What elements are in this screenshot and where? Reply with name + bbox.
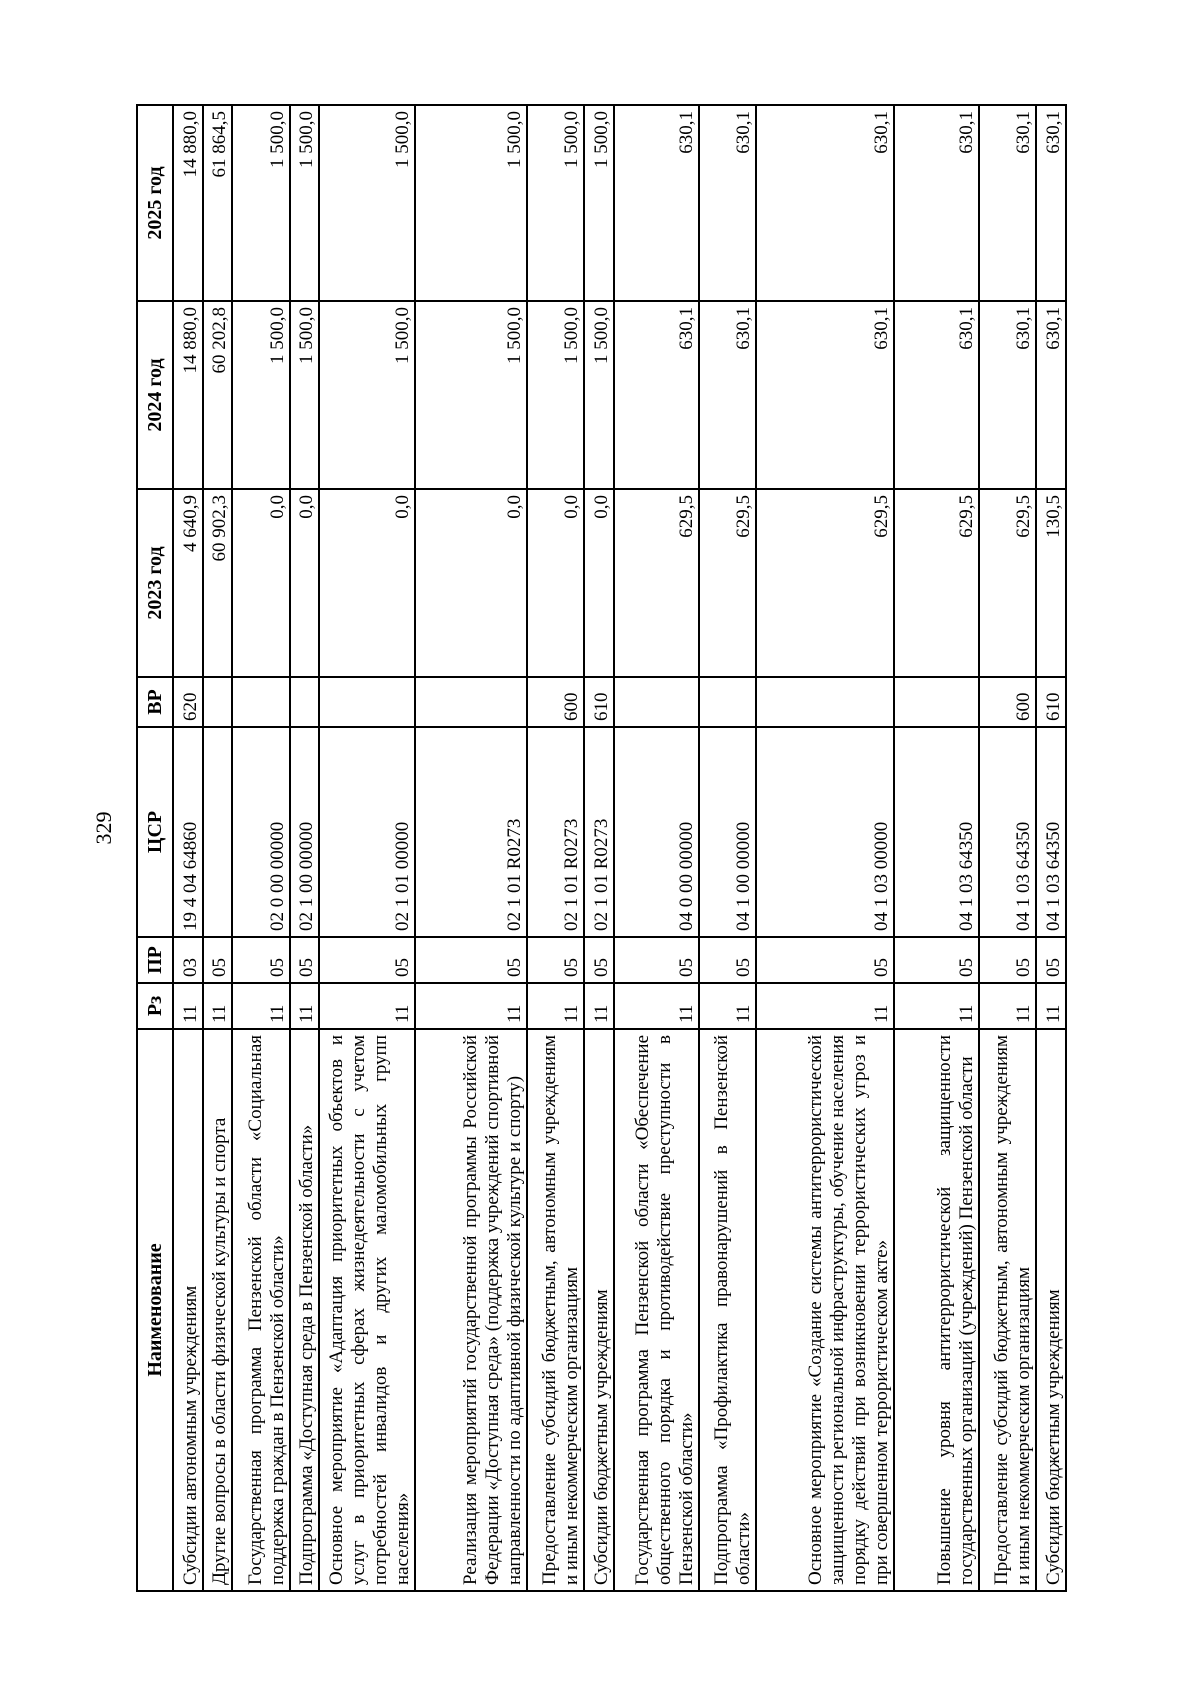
table-header-row bbox=[137, 105, 173, 1591]
table-cell-name: Подпрограмма «Профилактика правонарушений в Пензенской области» bbox=[699, 1029, 756, 1591]
table-cell-rz: 11 bbox=[699, 983, 756, 1029]
table-cell-vr bbox=[415, 677, 527, 727]
table-cell-2024: 1 500,0 bbox=[290, 301, 320, 489]
table-cell-rz: 11 bbox=[415, 983, 527, 1029]
table-cell-rz: 11 bbox=[894, 983, 979, 1029]
table-cell-pr: 05 bbox=[203, 937, 233, 983]
table-cell-vr: 610 bbox=[584, 677, 614, 727]
table-cell-vr: 600 bbox=[527, 677, 584, 727]
table-row bbox=[894, 105, 979, 1591]
table-cell-vr bbox=[290, 677, 320, 727]
table-cell-2023: 60 902,3 bbox=[203, 489, 233, 677]
table-cell-vr bbox=[894, 677, 979, 727]
table-cell-csr: 04 1 03 64350 bbox=[979, 727, 1036, 937]
table-cell-pr: 05 bbox=[232, 937, 289, 983]
table-row bbox=[173, 105, 203, 1591]
table-cell-csr: 02 1 00 00000 bbox=[290, 727, 320, 937]
table-cell-2025: 1 500,0 bbox=[415, 105, 527, 301]
table-row bbox=[756, 105, 894, 1591]
table-cell-2023: 0,0 bbox=[527, 489, 584, 677]
table-cell-2025: 630,1 bbox=[894, 105, 979, 301]
table-cell-rz: 11 bbox=[527, 983, 584, 1029]
table-row bbox=[232, 105, 289, 1591]
table-cell-2024: 630,1 bbox=[1036, 301, 1066, 489]
table-cell-2024: 1 500,0 bbox=[584, 301, 614, 489]
table-cell-2025: 1 500,0 bbox=[584, 105, 614, 301]
table-cell-csr: 04 1 03 00000 bbox=[756, 727, 894, 937]
table-cell-2025: 1 500,0 bbox=[527, 105, 584, 301]
table-cell-csr: 02 1 01 R0273 bbox=[527, 727, 584, 937]
table-cell-2025: 14 880,0 bbox=[173, 105, 203, 301]
table-cell-2024: 630,1 bbox=[979, 301, 1036, 489]
table-cell-csr: 02 1 01 R0273 bbox=[415, 727, 527, 937]
table-cell-pr: 05 bbox=[756, 937, 894, 983]
table-row bbox=[203, 105, 233, 1591]
table-cell-2025: 1 500,0 bbox=[319, 105, 414, 301]
table-cell-2024: 1 500,0 bbox=[415, 301, 527, 489]
page-number: 329 bbox=[91, 811, 116, 845]
header-csr: ЦСР bbox=[137, 727, 173, 937]
table-cell-rz: 11 bbox=[203, 983, 233, 1029]
table-cell-name: Субсидии автономным учреждениям bbox=[173, 1029, 203, 1591]
table-cell-csr: 02 1 01 R0273 bbox=[584, 727, 614, 937]
table-cell-2024: 1 500,0 bbox=[527, 301, 584, 489]
table-cell-csr: 02 1 01 00000 bbox=[319, 727, 414, 937]
table-cell-csr bbox=[203, 727, 233, 937]
table-cell-2024: 14 880,0 bbox=[173, 301, 203, 489]
table-cell-vr: 620 bbox=[173, 677, 203, 727]
table-cell-2023: 0,0 bbox=[290, 489, 320, 677]
table-cell-2023: 4 640,9 bbox=[173, 489, 203, 677]
table-cell-pr: 05 bbox=[1036, 937, 1066, 983]
table-cell-pr: 03 bbox=[173, 937, 203, 983]
table-cell-rz: 11 bbox=[319, 983, 414, 1029]
table-cell-2023: 0,0 bbox=[415, 489, 527, 677]
table-cell-2024: 630,1 bbox=[756, 301, 894, 489]
header-vr: ВР bbox=[137, 677, 173, 727]
table-cell-2025: 630,1 bbox=[1036, 105, 1066, 301]
table-cell-2025: 630,1 bbox=[756, 105, 894, 301]
table-cell-pr: 05 bbox=[894, 937, 979, 983]
table-cell-vr: 610 bbox=[1036, 677, 1066, 727]
table-cell-rz: 11 bbox=[756, 983, 894, 1029]
table-cell-pr: 05 bbox=[527, 937, 584, 983]
table-cell-2024: 630,1 bbox=[894, 301, 979, 489]
header-2024: 2024 год bbox=[137, 301, 173, 489]
table-row bbox=[979, 105, 1036, 1591]
table-cell-name: Государственная программа Пензенской области «Обеспечение общественного порядка и противодействие преступности в Пензенской области» bbox=[614, 1029, 699, 1591]
table-cell-2023: 629,5 bbox=[894, 489, 979, 677]
table-cell-rz: 11 bbox=[584, 983, 614, 1029]
table-cell-2025: 630,1 bbox=[699, 105, 756, 301]
table-cell-2023: 0,0 bbox=[232, 489, 289, 677]
table-cell-csr: 02 0 00 00000 bbox=[232, 727, 289, 937]
budget-table bbox=[136, 104, 1067, 1592]
table-cell-csr: 04 1 03 64350 bbox=[894, 727, 979, 937]
table-cell-name: Основное мероприятие «Создание системы антитеррористической защищенности региональной инфраструктуры, обучение населения порядку действий при возникновении террористических угроз и при совершенном террористическом акте» bbox=[756, 1029, 894, 1591]
table-cell-vr bbox=[614, 677, 699, 727]
table-cell-2023: 0,0 bbox=[319, 489, 414, 677]
table-cell-pr: 05 bbox=[584, 937, 614, 983]
table-cell-2024: 630,1 bbox=[699, 301, 756, 489]
table-row bbox=[290, 105, 320, 1591]
header-2023: 2023 год bbox=[137, 489, 173, 677]
table-row bbox=[415, 105, 527, 1591]
header-2025: 2025 год bbox=[137, 105, 173, 301]
table-row bbox=[699, 105, 756, 1591]
table-cell-rz: 11 bbox=[232, 983, 289, 1029]
table-cell-name: Реализация мероприятий государственной программы Российской Федерации «Доступная среда» (поддержка учреждений спортивной направленности по адаптивной физической культуре и спорту) bbox=[415, 1029, 527, 1591]
table-cell-vr bbox=[203, 677, 233, 727]
table-cell-name: Государственная программа Пензенской области «Социальная поддержка граждан в Пензенской области» bbox=[232, 1029, 289, 1591]
table-cell-csr: 04 0 00 00000 bbox=[614, 727, 699, 937]
table-cell-2025: 61 864,5 bbox=[203, 105, 233, 301]
header-pr: ПР bbox=[137, 937, 173, 983]
table-cell-rz: 11 bbox=[1036, 983, 1066, 1029]
table-cell-name: Предоставление субсидий бюджетным, автономным учреждениям и иным некоммерческим организациям bbox=[979, 1029, 1036, 1591]
table-cell-rz: 11 bbox=[173, 983, 203, 1029]
table-cell-vr bbox=[232, 677, 289, 727]
table-row bbox=[527, 105, 584, 1591]
table-cell-rz: 11 bbox=[290, 983, 320, 1029]
table-cell-pr: 05 bbox=[290, 937, 320, 983]
table-cell-2025: 630,1 bbox=[614, 105, 699, 301]
table-cell-name: Повышение уровня антитеррористической защищенности государственных организаций (учреждений) Пензенской области bbox=[894, 1029, 979, 1591]
table-cell-pr: 05 bbox=[979, 937, 1036, 983]
table-cell-2023: 629,5 bbox=[699, 489, 756, 677]
table-cell-name: Субсидии бюджетным учреждениям bbox=[584, 1029, 614, 1591]
table-cell-name: Основное мероприятие «Адаптация приоритетных объектов и услуг в приоритетных сферах жизнедеятельности с учетом потребностей инвалидов и других маломобильных групп населения» bbox=[319, 1029, 414, 1591]
table-row bbox=[584, 105, 614, 1591]
table-cell-vr: 600 bbox=[979, 677, 1036, 727]
table-cell-2025: 1 500,0 bbox=[232, 105, 289, 301]
table-cell-rz: 11 bbox=[979, 983, 1036, 1029]
table-cell-2025: 1 500,0 bbox=[290, 105, 320, 301]
header-name: Наименование bbox=[137, 1029, 173, 1591]
table-cell-2023: 0,0 bbox=[584, 489, 614, 677]
table-row bbox=[1036, 105, 1066, 1591]
table-cell-csr: 04 1 03 64350 bbox=[1036, 727, 1066, 937]
table-cell-2024: 1 500,0 bbox=[319, 301, 414, 489]
table-body bbox=[173, 105, 1066, 1591]
table-cell-2024: 1 500,0 bbox=[232, 301, 289, 489]
table-cell-2025: 630,1 bbox=[979, 105, 1036, 301]
table-cell-2023: 629,5 bbox=[756, 489, 894, 677]
table-cell-vr bbox=[319, 677, 414, 727]
table-cell-vr bbox=[756, 677, 894, 727]
table-row bbox=[614, 105, 699, 1591]
table-cell-name: Подпрограмма «Доступная среда в Пензенской области» bbox=[290, 1029, 320, 1591]
table-cell-2024: 60 202,8 bbox=[203, 301, 233, 489]
table-cell-2023: 130,5 bbox=[1036, 489, 1066, 677]
table-cell-2023: 629,5 bbox=[979, 489, 1036, 677]
table-cell-name: Другие вопросы в области физической культуры и спорта bbox=[203, 1029, 233, 1591]
table-cell-csr: 04 1 00 00000 bbox=[699, 727, 756, 937]
rotated-table-container bbox=[136, 106, 1067, 1592]
table-cell-2024: 630,1 bbox=[614, 301, 699, 489]
table-cell-2023: 629,5 bbox=[614, 489, 699, 677]
header-rz: Рз bbox=[137, 983, 173, 1029]
table-cell-pr: 05 bbox=[415, 937, 527, 983]
table-cell-name: Предоставление субсидий бюджетным, автономным учреждениям и иным некоммерческим организациям bbox=[527, 1029, 584, 1591]
table-cell-pr: 05 bbox=[699, 937, 756, 983]
table-row bbox=[319, 105, 414, 1591]
table-cell-csr: 19 4 04 64860 bbox=[173, 727, 203, 937]
table-cell-name: Субсидии бюджетным учреждениям bbox=[1036, 1029, 1066, 1591]
table-cell-rz: 11 bbox=[614, 983, 699, 1029]
table-cell-vr bbox=[699, 677, 756, 727]
table-cell-pr: 05 bbox=[614, 937, 699, 983]
table-cell-pr: 05 bbox=[319, 937, 414, 983]
